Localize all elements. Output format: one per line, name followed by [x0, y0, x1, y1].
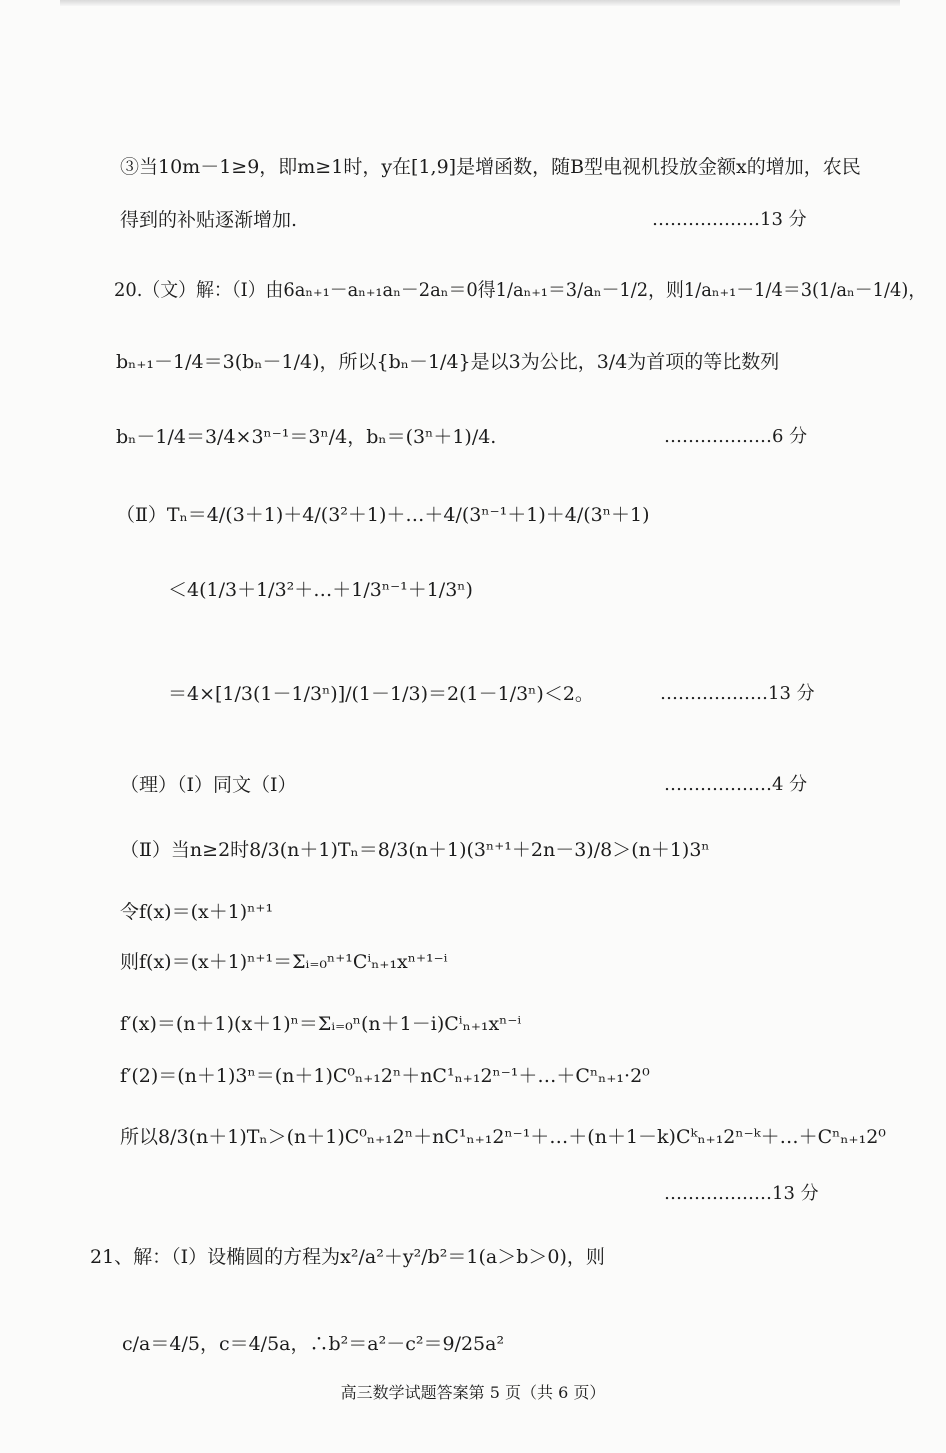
solution-line-3: 20.（文）解：（Ⅰ）由6aₙ₊₁－aₙ₊₁aₙ－2aₙ＝0得1/aₙ₊₁＝3/aₙ－1/2，则1/aₙ₊₁－1/4＝3(1/aₙ－1/4)， [114, 279, 927, 301]
footer-text: 高三数学试题答案第 5 页（共 6 页） [340, 1383, 606, 1402]
score-marker-2: ………………6 分 [664, 426, 808, 447]
solution-line-17: c/a＝4/5，c＝4/5a，∴b²＝a²－c²＝9/25a² [122, 1333, 505, 1355]
page-footer [0, 1380, 946, 1406]
solution-line-6: （Ⅱ）Tₙ＝4/(3＋1)＋4/(3²＋1)＋…＋4/(3ⁿ⁻¹＋1)＋4/(3ⁿ＋1) [116, 504, 650, 526]
solution-line-16: 21、解：（Ⅰ）设椭圆的方程为x²/a²＋y²/b²＝1(a＞b＞0)，则 [90, 1246, 605, 1268]
solution-line-1: ③当10m－1≥9，即m≥1时，y在[1,9]是增函数，随B型电视机投放金额x的增加，农民 [120, 156, 861, 178]
solution-line-8: ＝4×[1/3(1－1/3ⁿ)]/(1－1/3)＝2(1－1/3ⁿ)＜2。 [168, 683, 594, 705]
solution-line-15: 所以8/3(n＋1)Tₙ＞(n＋1)C⁰ₙ₊₁2ⁿ＋nC¹ₙ₊₁2ⁿ⁻¹＋…＋(n＋1－k)Cᵏₙ₊₁2ⁿ⁻ᵏ＋…＋Cⁿₙ₊₁2⁰ [120, 1126, 886, 1148]
solution-line-5: bₙ－1/4＝3/4×3ⁿ⁻¹＝3ⁿ/4，bₙ＝(3ⁿ＋1)/4. [116, 426, 497, 448]
score-marker-5: ………………13 分 [664, 1183, 819, 1204]
solution-line-10: （Ⅱ）当n≥2时8/3(n＋1)Tₙ＝8/3(n＋1)(3ⁿ⁺¹＋2n－3)/8＞(n＋1)3ⁿ [120, 839, 710, 861]
solution-line-4: bₙ₊₁－1/4＝3(bₙ－1/4)，所以{bₙ－1/4}是以3为公比，3/4为首项的等比数列 [116, 351, 780, 373]
solution-line-14: f′(2)＝(n＋1)3ⁿ＝(n＋1)C⁰ₙ₊₁2ⁿ＋nC¹ₙ₊₁2ⁿ⁻¹＋…＋Cⁿₙ₊₁·2⁰ [120, 1065, 650, 1087]
solution-line-11: 令f(x)＝(x＋1)ⁿ⁺¹ [120, 901, 274, 923]
solution-line-7: ＜4(1/3＋1/3²＋…＋1/3ⁿ⁻¹＋1/3ⁿ) [168, 579, 473, 601]
score-marker-3: ………………13 分 [660, 683, 815, 704]
solution-line-2: 得到的补贴逐渐增加. [120, 209, 298, 231]
solution-line-13: f′(x)＝(n＋1)(x＋1)ⁿ＝Σᵢ₌₀ⁿ(n＋1－i)Cⁱₙ₊₁xⁿ⁻ⁱ [120, 1013, 522, 1035]
score-marker-4: ………………4 分 [664, 774, 808, 795]
scan-edge-shadow [60, 0, 900, 6]
solution-line-12: 则f(x)＝(x＋1)ⁿ⁺¹＝Σᵢ₌₀ⁿ⁺¹Cⁱₙ₊₁xⁿ⁺¹⁻ⁱ [120, 951, 448, 973]
score-marker-1: ………………13 分 [652, 209, 807, 230]
solution-line-9: （理）（Ⅰ）同文（Ⅰ） [120, 774, 297, 796]
